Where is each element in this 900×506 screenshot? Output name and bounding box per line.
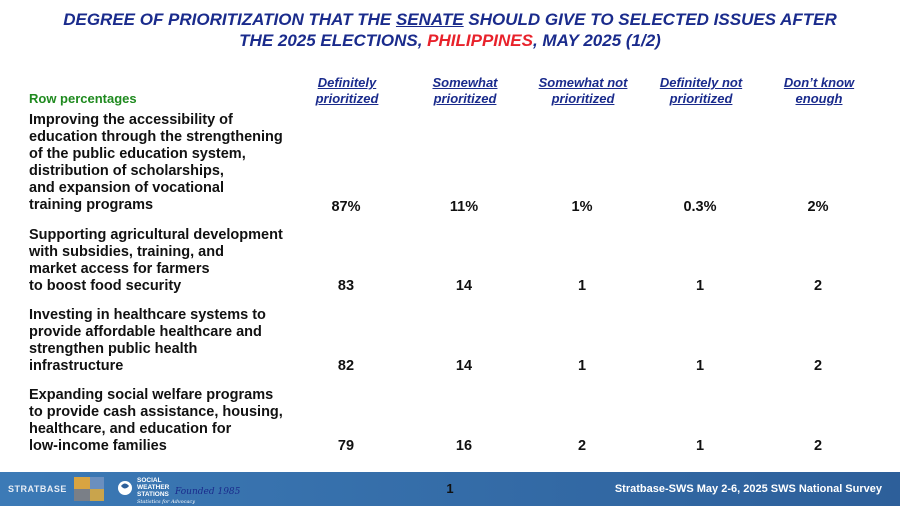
column-header-dont-know-enough [759,75,879,107]
issue-line: and expansion of vocational [29,180,224,196]
value-cell: 2 [813,438,823,454]
issue-healthcare [29,307,339,375]
sws-logo-line2: WEATHER [137,484,170,491]
slide-title [0,9,900,51]
title-line-1 [0,9,900,30]
title-philippines: PHILIPPINES [427,31,533,50]
column-header-somewhat-prioritized [405,75,525,107]
value-cell: 2 [813,278,823,294]
issue-line: of the public education system, [29,146,246,162]
issue-line: to boost food security [29,278,182,294]
value-cell: 1% [571,199,593,215]
value-cell: 1 [577,358,587,374]
issue-education [29,112,339,214]
value-cell: 14 [455,278,473,294]
sws-logo-line1: SOCIAL [137,477,162,484]
issue-social-welfare [29,387,339,455]
issue-line: to provide cash assistance, housing, [29,404,283,420]
issue-agriculture [29,227,339,295]
column-header-line: Somewhat not [538,75,628,90]
issue-line: infrastructure [29,358,124,374]
value-cell: 11% [449,199,479,215]
value-cell: 2 [577,438,587,454]
column-header-line: prioritized [669,91,733,106]
value-cell: 2 [813,358,823,374]
value-cell: 82 [337,358,355,374]
value-cell: 1 [577,278,587,294]
title-text: , MAY 2025 (1/2) [532,31,661,50]
title-text: DEGREE OF PRIORITIZATION THAT THE [63,10,396,29]
column-header-line: Somewhat [432,75,498,90]
sws-logo-tagline: Statistics for Advocacy [137,499,196,504]
source-note: Stratbase-SWS May 2-6, 2025 SWS National Survey [614,483,882,495]
title-text: THE 2025 ELECTIONS, [239,31,428,50]
column-header-definitely-not-prioritized [641,75,761,107]
column-header-line: Don’t know [783,75,855,90]
issue-line: Supporting agricultural development [29,227,283,243]
title-text: SHOULD GIVE TO SELECTED ISSUES AFTER [463,10,837,29]
issue-line: Investing in healthcare systems to [29,307,266,323]
issue-line: low-income families [29,438,167,454]
issue-line: provide affordable healthcare and [29,324,262,340]
page-number: 1 [446,481,454,496]
value-cell: 16 [455,438,473,454]
issue-line: strengthen public health [29,341,198,357]
sws-logo [117,474,242,504]
issue-line: education through the strengthening [29,129,283,145]
value-cell: 14 [455,358,473,374]
value-cell: 87% [331,199,361,215]
issue-line: training programs [29,197,154,213]
value-cell: 83 [337,278,355,294]
value-cell: 1 [695,438,705,454]
issue-line: healthcare, and education for [29,421,232,437]
stratbase-logo-text: STRATBASE [8,484,67,494]
issue-line: distribution of scholarships, [29,163,224,179]
column-header-somewhat-not-prioritized [523,75,643,107]
value-cell: 1 [695,278,705,294]
issue-line: Expanding social welfare programs [29,387,274,403]
footer-bar [0,472,900,506]
sws-logo-line3: STATIONS [137,491,169,498]
column-header-line: prioritized [433,91,497,106]
issue-line: with subsidies, training, and [29,244,224,260]
sws-logo-founded: Founded 1985 [175,487,241,497]
issue-line: Improving the accessibility of [29,112,233,128]
issue-line: market access for farmers [29,261,210,277]
title-line-2 [0,30,900,51]
value-cell: 1 [695,358,705,374]
title-senate: SENATE [395,10,464,29]
value-cell: 2% [807,199,829,215]
column-header-line: prioritized [315,91,379,106]
column-header-line: Definitely [317,75,377,90]
column-header-definitely-prioritized [287,75,407,107]
column-header-line: Definitely not [659,75,743,90]
column-header-line: prioritized [551,91,615,106]
value-cell: 0.3% [683,199,717,215]
stratbase-logo [6,475,111,503]
row-percentages-label: Row percentages [29,91,137,106]
column-header-line: enough [795,91,843,106]
value-cell: 79 [337,438,355,454]
